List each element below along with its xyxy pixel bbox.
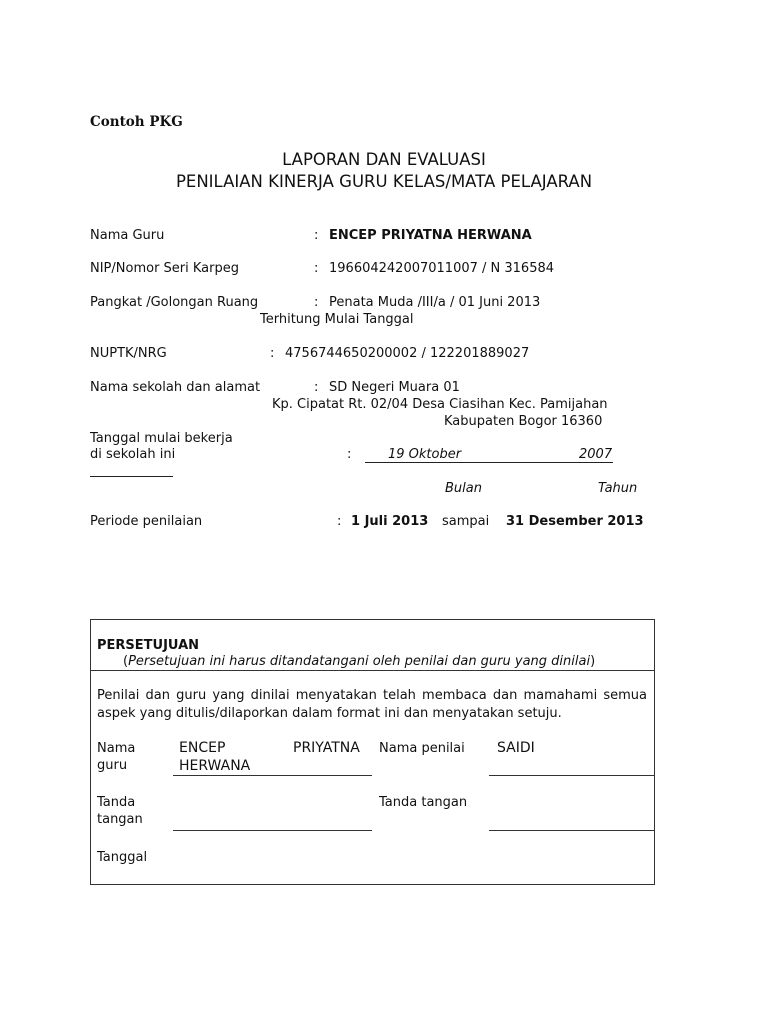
mulai-bekerja-day-month: 19 Oktober [388,447,462,462]
label-underline [90,476,173,477]
periode-separator: : [337,514,342,529]
sekolah-label: Nama sekolah dan alamat [90,380,261,395]
sekolah-address-line-2: Kabupaten Bogor 16360 [444,414,603,429]
tanggal-label: Tanggal [97,850,148,865]
periode-end: 31 Desember 2013 [506,514,644,529]
mulai-bekerja-label-1: Tanggal mulai bekerja [90,431,233,446]
penilai-signature-line [489,830,654,831]
guru-name-line [173,775,372,776]
date-underline [365,462,613,463]
approval-note [123,653,595,670]
document-title-line-2: PENILAIAN KINERJA GURU KELAS/MATA PELAJARAN [175,172,593,191]
tanda-tangan-guru-label-2: tangan [97,812,143,827]
pangkat-subtext: Terhitung Mulai Tanggal [260,312,414,327]
sekolah-value: SD Negeri Muara 01 [329,380,460,395]
guru-name-part-1: ENCEP [179,740,226,756]
nuptk-label: NUPTK/NRG [90,346,167,361]
guru-name-part-2: PRIYATNA [293,740,360,756]
tanda-tangan-penilai-label: Tanda tangan [379,795,468,810]
nip-label: NIP/Nomor Seri Karpeg [90,261,239,276]
nama-guru-sign-label-2: guru [97,758,128,773]
pangkat-separator: : [314,295,319,310]
periode-connector: sampai [442,514,490,529]
document-label: Contoh PKG [90,114,183,130]
nama-penilai-label: Nama penilai [379,741,465,756]
mulai-bekerja-label-2: di sekolah ini [90,447,176,462]
periode-start: 1 Juli 2013 [351,514,429,529]
nuptk-separator: : [270,346,275,361]
nama-guru-separator: : [314,228,319,243]
approval-statement: Penilai dan guru yang dinilai menyatakan telah membaca dan mamahami semua aspek yang ditulis/dilaporkan dalam format ini dan menyatakan setuju. [97,688,647,721]
document-title-line-1: LAPORAN DAN EVALUASI [282,150,486,169]
approval-note-open: ( [123,654,129,669]
nama-guru-value: ENCEP PRIYATNA HERWANA [329,228,532,243]
nip-separator: : [314,261,319,276]
approval-note-text: Persetujuan ini harus ditandatangani oleh penilai dan guru yang dinilai [128,654,591,669]
approval-heading-divider [91,670,654,671]
penilai-name-line [489,775,654,776]
mulai-bekerja-separator: : [347,447,352,462]
sekolah-address-line-1: Kp. Cipatat Rt. 02/04 Desa Ciasihan Kec. Pamijahan [272,397,608,412]
nama-guru-label: Nama Guru [90,228,165,243]
guru-name-part-3: HERWANA [179,758,251,774]
nip-value: 196604242007011007 / N 316584 [329,261,555,276]
nuptk-value: 4756744650200002 / 122201889027 [285,346,530,361]
approval-heading: PERSETUJUAN [97,638,200,653]
pangkat-value: Penata Muda /III/a / 01 Juni 2013 [329,295,541,310]
bulan-caption: Bulan [445,481,482,496]
guru-signature-line [173,830,372,831]
nama-guru-sign-label-1: Nama [97,741,136,756]
tahun-caption: Tahun [598,481,638,496]
approval-box [90,619,655,885]
tanda-tangan-guru-label-1: Tanda [97,795,136,810]
penilai-name: SAIDI [497,740,535,756]
pangkat-label: Pangkat /Golongan Ruang [90,295,259,310]
sekolah-separator: : [314,380,319,395]
periode-label: Periode penilaian [90,514,203,529]
approval-note-close: ) [590,654,596,669]
mulai-bekerja-year: 2007 [579,447,613,462]
